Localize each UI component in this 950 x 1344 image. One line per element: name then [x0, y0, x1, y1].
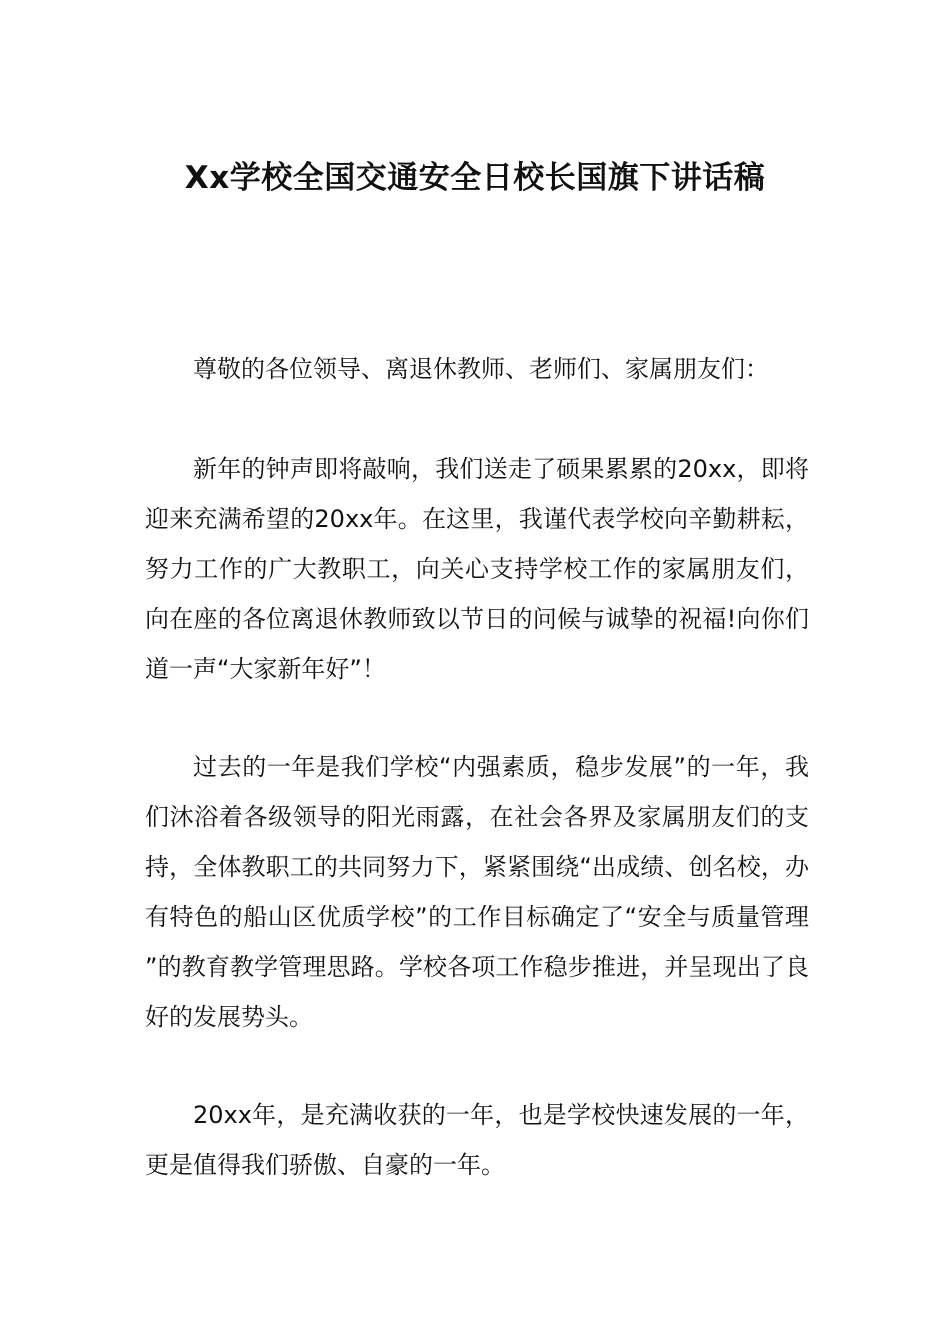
document-title: Xx学校全国交通安全日校长国旗下讲话稿: [184, 160, 766, 196]
body-paragraph-1: 新年的钟声即将敲响，我们送走了硕果累累的20xx，即将迎来充满希望的20xx年。在这里，我谨代表学校向辛勤耕耘，努力工作的广大教职工，向关心支持学校工作的家属朋友们，向在座的各位离退休教师致以节日的问候与诚挚的祝福!向你们道一声“大家新年好”！: [145, 455, 809, 683]
salutation-paragraph: 尊敬的各位领导、离退休教师、老师们、家属朋友们：: [193, 355, 769, 383]
body-paragraph-3: 20xx年，是充满收获的一年，也是学校快速发展的一年，更是值得我们骄傲、自豪的一年。: [145, 1101, 809, 1179]
body-paragraph-2: 过去的一年是我们学校“内强素质，稳步发展”的一年，我们沐浴着各级领导的阳光雨露，在社会各界及家属朋友们的支持，全体教职工的共同努力下，紧紧围绕“出成绩、创名校，办有特色的船山区优质学校”的工作目标确定了“安全与质量管理 ”的教育教学管理思路。学校各项工作稳步推进，并呈现出了良好的发展势头。: [145, 753, 809, 1031]
